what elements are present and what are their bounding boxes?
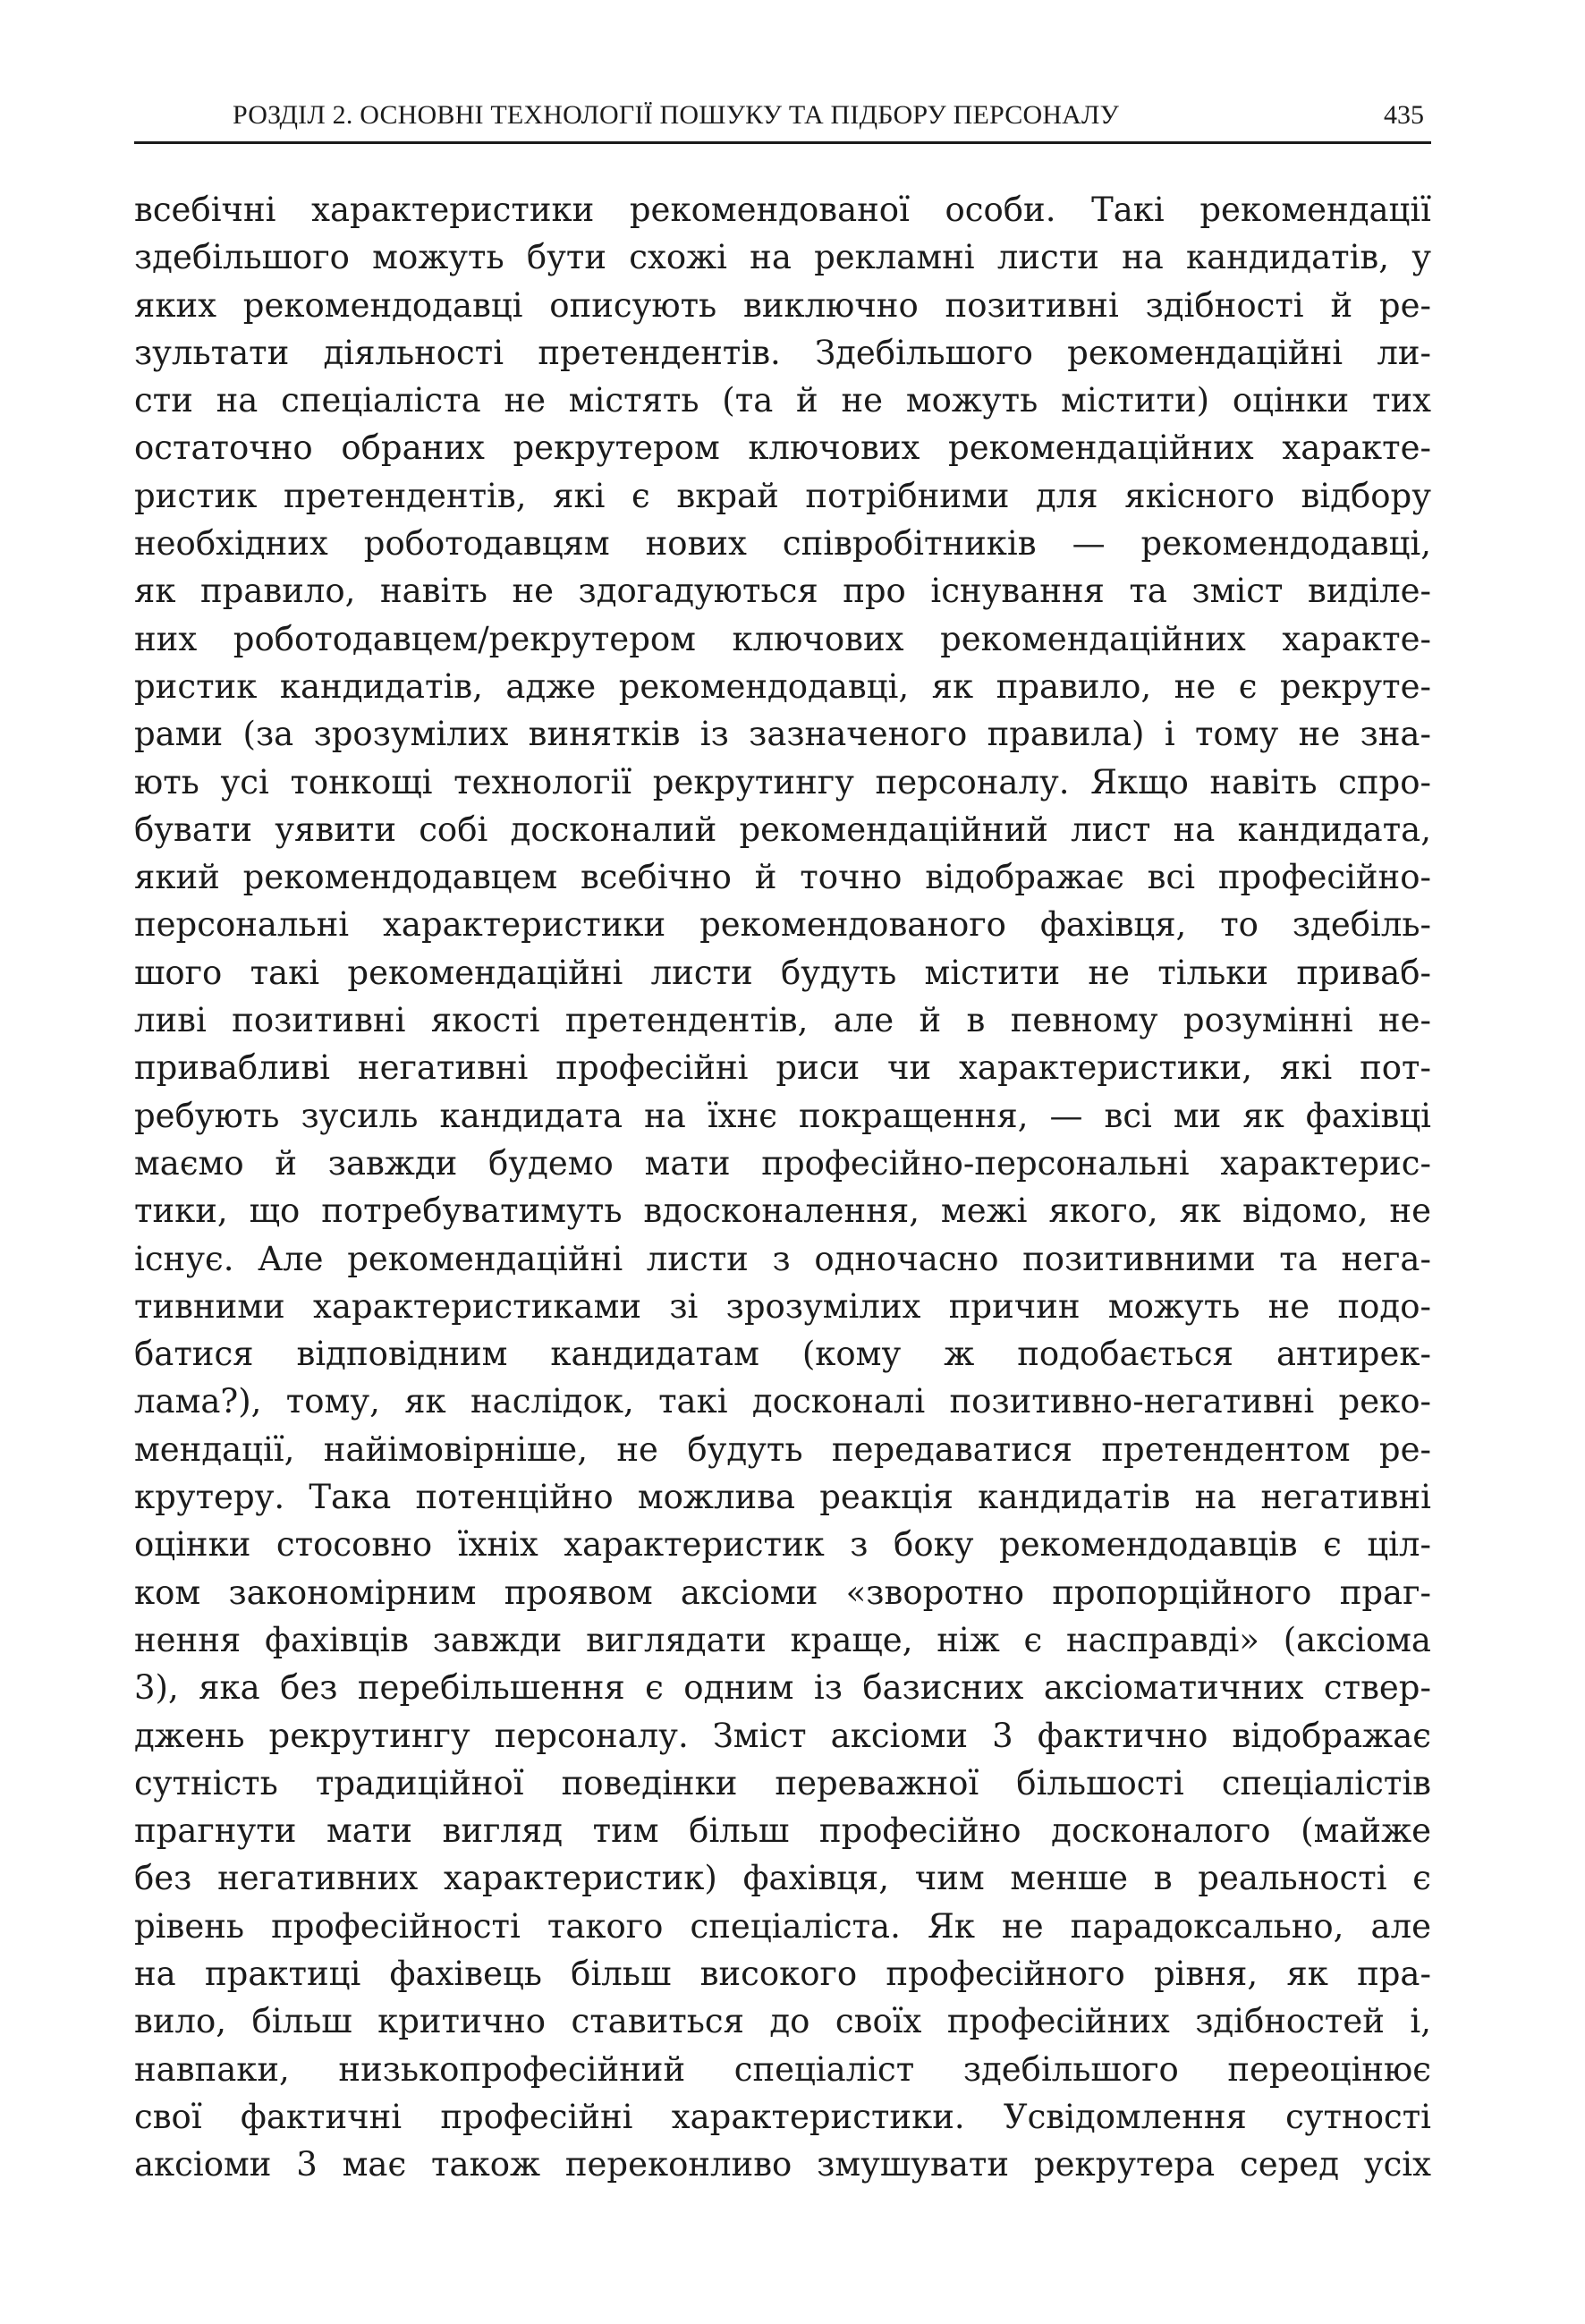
text-line: ють усі тонкощі технології рекрутингу персоналу. Якщо навіть спро- bbox=[134, 762, 1431, 802]
text-line: який рекомендодавцем всебічно й точно відображає всі професійно- bbox=[134, 858, 1431, 897]
text-line: тивними характеристиками зі зрозумілих причин можуть не подо- bbox=[134, 1286, 1431, 1326]
text-line: маємо й завжди будемо мати професійно-персональні характерис- bbox=[134, 1143, 1431, 1183]
text-line: бувати уявити собі досконалий рекомендаційний лист на кандидата, bbox=[134, 810, 1431, 849]
chapter-title: РОЗДІЛ 2. ОСНОВНІ ТЕХНОЛОГІЇ ПОШУКУ ТА ПІДБОРУ ПЕРСОНАЛУ bbox=[233, 100, 1120, 130]
text-line: аксіоми 3 має також переконливо змушувати рекрутера серед усіх bbox=[134, 2145, 1431, 2184]
text-line: шого такі рекомендаційні листи будуть містити не тільки приваб- bbox=[134, 953, 1431, 992]
text-line: оцінки стосовно їхніх характеристик з боку рекомендодавців є ціл- bbox=[134, 1525, 1431, 1565]
text-line: ристик кандидатів, адже рекомендодавці, як правило, не є рекруте- bbox=[134, 666, 1431, 706]
text-line: яких рекомендодавці описують виключно позитивні здібності й ре- bbox=[134, 285, 1431, 325]
text-line: ливі позитивні якості претендентів, але й в певному розумінні не- bbox=[134, 1001, 1431, 1040]
text-line: ребують зусиль кандидата на їхнє покращення, — всі ми як фахівці bbox=[134, 1096, 1431, 1135]
text-line: прагнути мати вигляд тим більш професійно досконалого (майже bbox=[134, 1811, 1431, 1851]
text-line: існує. Але рекомендаційні листи з одночасно позитивними та нега- bbox=[134, 1239, 1431, 1278]
text-line: джень рекрутингу персоналу. Зміст аксіоми 3 фактично відображає bbox=[134, 1716, 1431, 1755]
text-line: остаточно обраних рекрутером ключових рекомендаційних характе- bbox=[134, 428, 1431, 468]
text-line: зультати діяльності претендентів. Здебільшого рекомендаційні ли- bbox=[134, 333, 1431, 372]
text-line: свої фактичні професійні характеристики. Усвідомлення сутності bbox=[134, 2097, 1431, 2136]
text-line: навпаки, низькопрофесійний спеціаліст здебільшого переоцінює bbox=[134, 2049, 1431, 2089]
text-line: здебільшого можуть бути схожі на рекламні листи на кандидатів, у bbox=[134, 238, 1431, 277]
text-line: привабливі негативні професійні риси чи характеристики, які пот- bbox=[134, 1048, 1431, 1088]
text-line: сти на спеціаліста не містять (та й не можуть містити) оцінки тих bbox=[134, 381, 1431, 420]
text-line: як правило, навіть не здогадуються про існування та зміст виділе- bbox=[134, 572, 1431, 611]
text-line: персональні характеристики рекомендованого фахівця, то здебіль- bbox=[134, 905, 1431, 945]
text-line: рівень професійності такого спеціаліста. Як не парадоксально, але bbox=[134, 1906, 1431, 1946]
text-line: ристик претендентів, які є вкрай потрібними для якісного відбору bbox=[134, 476, 1431, 515]
text-line: вило, більш критично ставиться до своїх професійних здібностей і, bbox=[134, 2002, 1431, 2041]
text-line: рами (за зрозумілих винятків із зазначеного правила) і тому не зна- bbox=[134, 715, 1431, 754]
text-line: ком закономірним проявом аксіоми «зворотно пропорційного праг- bbox=[134, 1573, 1431, 1612]
page-number: 435 bbox=[1384, 100, 1424, 130]
body-text bbox=[134, 186, 1431, 2188]
text-line: крутеру. Така потенційно можлива реакція кандидатів на негативні bbox=[134, 1478, 1431, 1517]
text-line: на практиці фахівець більш високого професійного рівня, як пра- bbox=[134, 1954, 1431, 1993]
text-line: всебічні характеристики рекомендованої особи. Такі рекомендації bbox=[134, 191, 1431, 229]
text-line: них роботодавцем/рекрутером ключових рекомендаційних характе- bbox=[134, 619, 1431, 658]
text-line: батися відповідним кандидатам (кому ж подобається антирек- bbox=[134, 1335, 1431, 1374]
text-line: мендації, найімовірніше, не будуть передаватися претендентом ре- bbox=[134, 1429, 1431, 1469]
text-line: нення фахівців завжди виглядати краще, ніж є насправді» (аксіома bbox=[134, 1620, 1431, 1659]
text-line: необхідних роботодавцям нових співробітників — рекомендодавці, bbox=[134, 524, 1431, 564]
text-line: 3), яка без перебільшення є одним із базисних аксіоматичних ствер- bbox=[134, 1668, 1431, 1708]
running-header bbox=[134, 97, 1431, 144]
text-line: лама?), тому, як наслідок, такі досконалі позитивно-негативні реко- bbox=[134, 1382, 1431, 1421]
text-line: без негативних характеристик) фахівця, чим менше в реальності є bbox=[134, 1859, 1431, 1898]
text-line: тики, що потребуватимуть вдосконалення, межі якого, як відомо, не bbox=[134, 1192, 1431, 1231]
text-line: сутність традиційної поведінки переважної більшості спеціалістів bbox=[134, 1763, 1431, 1802]
